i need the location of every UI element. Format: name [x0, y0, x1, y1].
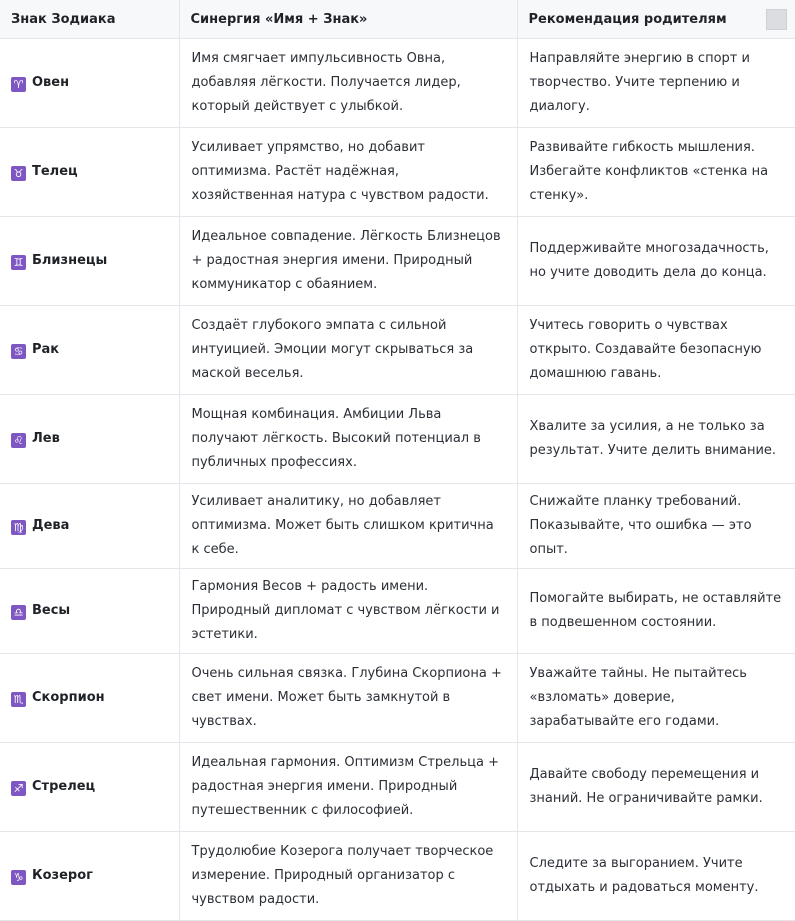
table-row [0, 832, 795, 921]
zodiac-symbol-icon: ♋ [11, 344, 26, 359]
zodiac-sign-name: Весы [32, 603, 71, 618]
synergy-cell: Мощная комбинация. Амбиции Льва получают лёгкость. Высокий потенциал в публичных профессиях. [179, 395, 517, 484]
zodiac-sign-cell [0, 654, 179, 743]
table-row [0, 654, 795, 743]
zodiac-sign-cell [0, 128, 179, 217]
table-body [0, 39, 795, 921]
advice-cell: Учитесь говорить о чувствах открыто. Создавайте безопасную домашнюю гавань. [517, 306, 795, 395]
synergy-cell: Усиливает аналитику, но добавляет оптимизма. Может быть слишком критична к себе. [179, 484, 517, 569]
zodiac-sign-name: Телец [32, 164, 78, 179]
table-row [0, 306, 795, 395]
zodiac-symbol-icon: ♊ [11, 255, 26, 270]
zodiac-sign-name: Козерог [32, 868, 93, 883]
table-row [0, 217, 795, 306]
advice-cell: Хвалите за усилия, а не только за результат. Учите делить внимание. [517, 395, 795, 484]
header-sign: Знак Зодиака [0, 0, 179, 39]
header-synergy: Синергия «Имя + Знак» [179, 0, 517, 39]
table-row [0, 569, 795, 654]
advice-cell: Помогайте выбирать, не оставляйте в подвешенном состоянии. [517, 569, 795, 654]
zodiac-sign-name: Рак [32, 342, 60, 357]
zodiac-sign-cell [0, 395, 179, 484]
advice-cell: Следите за выгоранием. Учите отдыхать и радоваться моменту. [517, 832, 795, 921]
table-row [0, 39, 795, 128]
synergy-cell: Создаёт глубокого эмпата с сильной интуицией. Эмоции могут скрываться за маской веселья. [179, 306, 517, 395]
zodiac-sign-cell [0, 306, 179, 395]
header-row [0, 0, 795, 39]
zodiac-sign-cell [0, 569, 179, 654]
table-row [0, 484, 795, 569]
zodiac-sign-name: Стрелец [32, 779, 96, 794]
zodiac-symbol-icon: ♉ [11, 166, 26, 181]
table-row [0, 743, 795, 832]
zodiac-sign-name: Скорпион [32, 690, 105, 705]
zodiac-sign-cell [0, 832, 179, 921]
zodiac-sign-name: Близнецы [32, 253, 108, 268]
advice-cell: Давайте свободу перемещения и знаний. Не ограничивайте рамки. [517, 743, 795, 832]
header-advice [517, 0, 795, 39]
synergy-cell: Идеальное совпадение. Лёгкость Близнецов + радостная энергия имени. Природный коммуникатор с обаянием. [179, 217, 517, 306]
header-advice-label: Рекомендация родителям [528, 11, 727, 27]
synergy-cell: Имя смягчает импульсивность Овна, добавляя лёгкости. Получается лидер, который действует с улыбкой. [179, 39, 517, 128]
zodiac-symbol-icon: ♎ [11, 605, 26, 620]
zodiac-sign-name: Дева [32, 518, 70, 533]
zodiac-symbol-icon: ♌ [11, 433, 26, 448]
advice-cell: Уважайте тайны. Не пытайтесь «взломать» доверие, зарабатывайте его годами. [517, 654, 795, 743]
zodiac-symbol-icon: ♐ [11, 781, 26, 796]
zodiac-symbol-icon: ♍ [11, 520, 26, 535]
synergy-cell: Очень сильная связка. Глубина Скорпиона + свет имени. Может быть замкнутой в чувствах. [179, 654, 517, 743]
zodiac-symbol-icon: ♈ [11, 77, 26, 92]
table-row [0, 128, 795, 217]
zodiac-sign-cell [0, 217, 179, 306]
synergy-cell: Идеальная гармония. Оптимизм Стрельца + радостная энергия имени. Природный путешественник с философией. [179, 743, 517, 832]
synergy-cell: Гармония Весов + радость имени. Природный дипломат с чувством лёгкости и эстетики. [179, 569, 517, 654]
synergy-cell: Усиливает упрямство, но добавит оптимизма. Растёт надёжная, хозяйственная натура с чувством радости. [179, 128, 517, 217]
zodiac-symbol-icon: ♑ [11, 870, 26, 885]
advice-cell: Снижайте планку требований. Показывайте, что ошибка — это опыт. [517, 484, 795, 569]
advice-cell: Поддерживайте многозадачность, но учите доводить дела до конца. [517, 217, 795, 306]
zodiac-sign-name: Лев [32, 431, 60, 446]
zodiac-sign-cell [0, 484, 179, 569]
zodiac-sign-cell [0, 39, 179, 128]
advice-cell: Развивайте гибкость мышления. Избегайте конфликтов «стенка на стенку». [517, 128, 795, 217]
zodiac-symbol-icon: ♏ [11, 692, 26, 707]
table-row [0, 395, 795, 484]
advice-cell: Направляйте энергию в спорт и творчество. Учите терпению и диалогу. [517, 39, 795, 128]
zodiac-sign-name: Овен [32, 75, 70, 90]
table-corner-button[interactable] [766, 9, 787, 30]
synergy-cell: Трудолюбие Козерога получает творческое измерение. Природный организатор с чувством радости. [179, 832, 517, 921]
zodiac-sign-cell [0, 743, 179, 832]
